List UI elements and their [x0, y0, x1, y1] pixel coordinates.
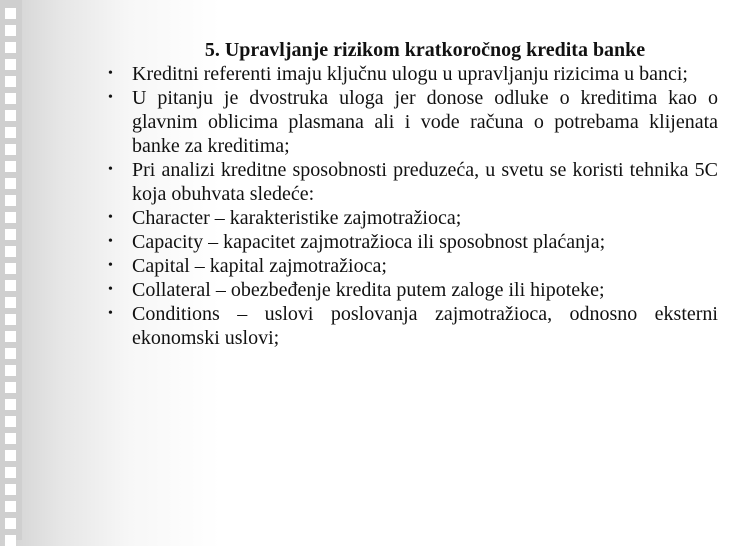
bullet-text: Kreditni referenti imaju ključnu ulogu u upravljanju rizicima u banci;	[132, 63, 688, 85]
bullet-list	[108, 62, 718, 350]
bullet-icon: •	[108, 258, 113, 273]
decorative-square	[5, 416, 16, 427]
decorative-square	[5, 535, 16, 546]
bullet-text: U pitanju je dvostruka uloga jer donose odluke o kreditima kao o glavnim oblicima plasmana ali i vode računa o potrebama klijenata banke za kreditima;	[132, 87, 718, 157]
decorative-square	[5, 127, 16, 138]
decorative-square	[5, 25, 16, 36]
decorative-square	[5, 212, 16, 223]
decorative-square	[5, 382, 16, 393]
decorative-square	[5, 178, 16, 189]
slide-content	[108, 38, 718, 350]
decorative-square	[5, 280, 16, 291]
decorative-square	[5, 314, 16, 325]
decorative-square	[5, 331, 16, 342]
bullet-item	[108, 230, 718, 254]
bullet-text: Character – karakteristike zajmotražioca;	[132, 207, 462, 229]
decorative-square	[5, 467, 16, 478]
bullet-icon: •	[108, 234, 113, 249]
bullet-item	[108, 158, 718, 206]
bullet-text: Capacity – kapacitet zajmotražioca ili sposobnost plaćanja;	[132, 231, 606, 253]
decorative-square	[5, 399, 16, 410]
bullet-icon: •	[108, 306, 113, 321]
bullet-item	[108, 62, 718, 86]
decorative-square	[5, 518, 16, 529]
bullet-icon: •	[108, 66, 113, 81]
decorative-square	[5, 263, 16, 274]
bullet-item	[108, 86, 718, 158]
bullet-text: Collateral – obezbeđenje kredita putem zaloge ili hipoteke;	[132, 279, 605, 301]
decorative-square	[5, 110, 16, 121]
decorative-square	[5, 144, 16, 155]
bullet-item	[108, 206, 718, 230]
bullet-item	[108, 254, 718, 278]
decorative-left-strip	[0, 0, 22, 540]
decorative-square	[5, 76, 16, 87]
slide-title: 5. Upravljanje rizikom kratkoročnog kredita banke	[204, 39, 646, 61]
decorative-square	[5, 161, 16, 172]
decorative-square	[5, 229, 16, 240]
bullet-text: Pri analizi kreditne sposobnosti preduzeća, u svetu se koristi tehnika 5C koja obuhvata sledeće:	[132, 159, 718, 205]
bullet-item	[108, 302, 718, 350]
bullet-icon: •	[108, 210, 113, 225]
decorative-square	[5, 8, 16, 19]
decorative-square	[5, 297, 16, 308]
decorative-square	[5, 59, 16, 70]
decorative-square	[5, 365, 16, 376]
decorative-square	[5, 42, 16, 53]
decorative-square	[5, 348, 16, 359]
bullet-icon: •	[108, 162, 113, 177]
decorative-square	[5, 93, 16, 104]
decorative-square	[5, 433, 16, 444]
decorative-square	[5, 501, 16, 512]
decorative-square	[5, 484, 16, 495]
bullet-icon: •	[108, 90, 113, 105]
decorative-square	[5, 450, 16, 461]
bullet-icon: •	[108, 282, 113, 297]
bullet-text: Conditions – uslovi poslovanja zajmotražioca, odnosno eksterni ekonomski uslovi;	[132, 303, 718, 349]
decorative-square	[5, 246, 16, 257]
bullet-item	[108, 278, 718, 302]
decorative-square	[5, 195, 16, 206]
bullet-text: Capital – kapital zajmotražioca;	[132, 255, 387, 277]
